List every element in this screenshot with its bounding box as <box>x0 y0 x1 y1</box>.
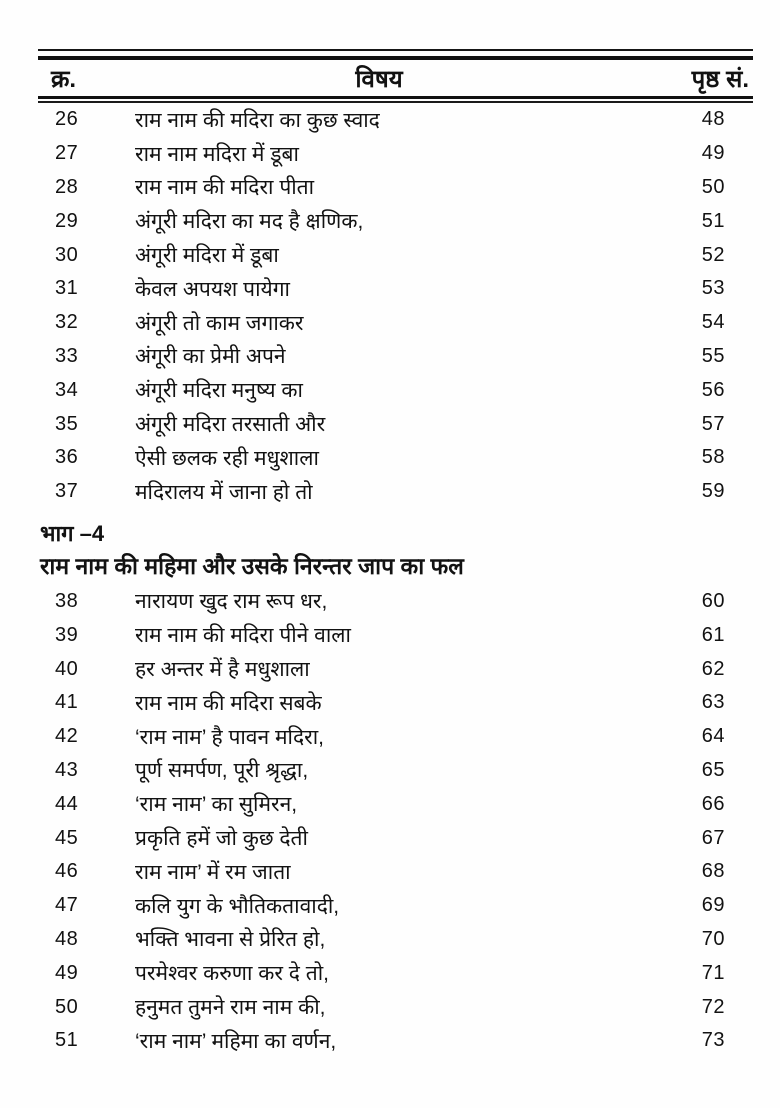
part-4-title: राम नाम की महिमा और उसके निरन्तर जाप का फल <box>40 552 464 579</box>
toc-row-page: 62 <box>701 657 725 680</box>
toc-row-page: 61 <box>701 623 725 646</box>
toc-row <box>38 306 753 340</box>
toc-row-page: 50 <box>701 175 725 198</box>
table-of-contents <box>38 0 753 1058</box>
toc-row-number: 49 <box>55 961 79 984</box>
toc-row <box>38 171 753 205</box>
toc-row-title: अंगूरी मदिरा का मद है क्षणिक, <box>135 210 364 234</box>
toc-row <box>38 103 753 137</box>
toc-row-title: ऐसी छलक रही मधुशाला <box>135 446 319 470</box>
toc-row-page: 71 <box>701 961 725 984</box>
toc-row-page: 59 <box>701 480 725 503</box>
toc-row-page: 53 <box>701 277 725 300</box>
toc-row-page: 68 <box>701 860 725 883</box>
toc-row <box>38 787 753 821</box>
toc-row-number: 37 <box>55 480 79 503</box>
toc-row-page: 48 <box>701 108 725 131</box>
toc-row <box>38 272 753 306</box>
toc-row-title: ‘राम नाम’ है पावन मदिरा, <box>135 725 324 749</box>
toc-row-title: राम नाम की मदिरा पीता <box>135 176 315 200</box>
toc-row-page: 49 <box>701 142 725 165</box>
toc-row-title: अंगूरी का प्रेमी अपने <box>135 345 286 369</box>
toc-row-number: 28 <box>55 175 79 198</box>
toc-row-number: 35 <box>55 412 79 435</box>
toc-row <box>38 754 753 788</box>
toc-table-header <box>38 49 753 103</box>
toc-row-page: 57 <box>701 412 725 435</box>
toc-row-page: 72 <box>701 995 725 1018</box>
toc-header-row <box>38 56 753 99</box>
toc-row-number: 31 <box>55 277 79 300</box>
toc-row <box>38 889 753 923</box>
toc-row-title: पूर्ण समर्पण, पूरी श्रृद्धा, <box>135 759 309 783</box>
toc-row <box>38 585 753 619</box>
toc-row <box>38 923 753 957</box>
toc-row-number: 45 <box>55 826 79 849</box>
toc-row-title: राम नाम की मदिरा पीने वाला <box>135 624 351 648</box>
header-serial-column: क्र. <box>51 65 77 93</box>
toc-row-number: 39 <box>55 623 79 646</box>
toc-row-number: 42 <box>55 725 79 748</box>
toc-row-number: 34 <box>55 378 79 401</box>
toc-row-page: 60 <box>701 589 725 612</box>
toc-row-title: नारायण खुद राम रूप धर, <box>135 590 328 614</box>
toc-row-title: राम नाम’ में रम जाता <box>135 860 291 884</box>
toc-row-number: 44 <box>55 792 79 815</box>
toc-row-number: 32 <box>55 311 79 334</box>
toc-row-number: 40 <box>55 657 79 680</box>
toc-row-number: 50 <box>55 995 79 1018</box>
toc-row-page: 63 <box>701 691 725 714</box>
toc-row-number: 26 <box>55 108 79 131</box>
toc-row <box>38 821 753 855</box>
toc-row-title: परमेश्वर करुणा कर दे तो, <box>135 962 330 986</box>
toc-row-page: 54 <box>701 311 725 334</box>
toc-row-page: 70 <box>701 927 725 950</box>
toc-row-page: 69 <box>701 894 725 917</box>
toc-row-page: 55 <box>701 344 725 367</box>
toc-row <box>38 686 753 720</box>
toc-row <box>38 373 753 407</box>
toc-row-page: 51 <box>701 209 725 232</box>
toc-row-page: 52 <box>701 243 725 266</box>
toc-row-page: 58 <box>701 446 725 469</box>
toc-row <box>38 407 753 441</box>
toc-row-number: 51 <box>55 1029 79 1052</box>
toc-row-title: प्रकृति हमें जो कुछ देती <box>135 827 308 851</box>
toc-rows-part4 <box>38 585 753 1058</box>
toc-row-title: हर अन्तर में है मधुशाला <box>135 658 310 682</box>
toc-row <box>38 204 753 238</box>
toc-row-title: राम नाम की मदिरा सबके <box>135 691 322 715</box>
toc-row-title: केवल अपयश पायेगा <box>135 277 290 301</box>
toc-row <box>38 475 753 509</box>
toc-row <box>38 340 753 374</box>
toc-row-title: अंगूरी मदिरा में डूबा <box>135 244 279 268</box>
toc-row <box>38 652 753 686</box>
toc-row <box>38 990 753 1024</box>
toc-row-number: 36 <box>55 446 79 469</box>
toc-row-title: हनुमत तुमने राम नाम की, <box>135 996 326 1020</box>
toc-row-number: 41 <box>55 691 79 714</box>
toc-row-title: राम नाम मदिरा में डूबा <box>135 142 299 166</box>
toc-row-number: 27 <box>55 142 79 165</box>
toc-row-number: 47 <box>55 894 79 917</box>
toc-row <box>38 720 753 754</box>
toc-row-number: 46 <box>55 860 79 883</box>
header-page-column: पृष्ठ सं. <box>691 65 749 93</box>
toc-row <box>38 1024 753 1058</box>
toc-row-page: 67 <box>701 826 725 849</box>
toc-row-number: 33 <box>55 344 79 367</box>
toc-row-title: अंगूरी तो काम जगाकर <box>135 311 304 335</box>
toc-row-page: 56 <box>701 378 725 401</box>
toc-row <box>38 956 753 990</box>
toc-row <box>38 441 753 475</box>
toc-row-title: कलि युग के भौतिकतावादी, <box>135 894 340 918</box>
toc-row-number: 30 <box>55 243 79 266</box>
toc-row <box>38 137 753 171</box>
toc-row-page: 73 <box>701 1029 725 1052</box>
toc-row-number: 38 <box>55 589 79 612</box>
part-4-label: भाग –4 <box>40 520 105 546</box>
toc-row-number: 48 <box>55 927 79 950</box>
toc-row <box>38 238 753 272</box>
toc-row-number: 43 <box>55 758 79 781</box>
toc-row-title: अंगूरी मदिरा तरसाती और <box>135 413 326 437</box>
toc-row <box>38 618 753 652</box>
toc-row-page: 66 <box>701 792 725 815</box>
toc-row-number: 29 <box>55 209 79 232</box>
toc-row-page: 64 <box>701 725 725 748</box>
toc-row <box>38 855 753 889</box>
toc-row-title: ‘राम नाम’ का सुमिरन, <box>135 793 298 817</box>
toc-row-title: मदिरालय में जाना हो तो <box>135 480 313 504</box>
toc-rows-part3 <box>38 103 753 509</box>
toc-row-title: भक्ति भावना से प्रेरित हो, <box>135 928 326 952</box>
header-subject-column: विषय <box>355 65 403 93</box>
toc-row-title: ‘राम नाम’ महिमा का वर्णन, <box>135 1029 337 1053</box>
toc-row-title: राम नाम की मदिरा का कुछ स्वाद <box>135 108 380 132</box>
toc-row-page: 65 <box>701 758 725 781</box>
toc-row-title: अंगूरी मदिरा मनुष्य का <box>135 379 303 403</box>
